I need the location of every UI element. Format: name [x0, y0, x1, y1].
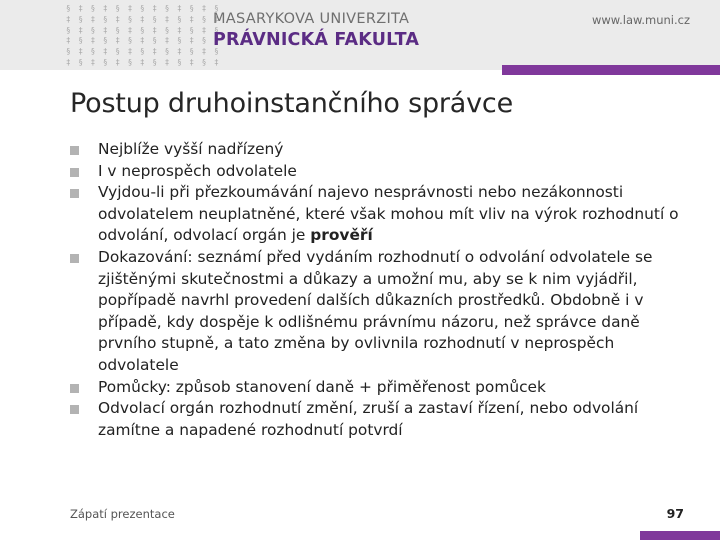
accent-bar	[502, 65, 720, 75]
bullet-item	[70, 182, 695, 247]
bullet-item	[70, 139, 695, 161]
bullet-item	[70, 377, 695, 399]
website-url: www.law.muni.cz	[591, 13, 690, 27]
bullet-square-icon	[70, 189, 79, 198]
footer-accent-bar	[640, 531, 720, 540]
bullet-square-icon	[70, 405, 79, 414]
bullet-item	[70, 161, 695, 183]
bullet-list	[70, 139, 695, 441]
page-number: 97	[666, 506, 684, 521]
faculty-name: PRÁVNICKÁ FAKULTA	[213, 30, 420, 50]
footer-text: Zápatí prezentace	[70, 507, 175, 521]
bullet-square-icon	[70, 146, 79, 155]
bullet-emphasis: prověří	[310, 226, 373, 245]
bullet-square-icon	[70, 384, 79, 393]
bullet-text: Odvolací orgán rozhodnutí změní, zruší a zastaví řízení, nebo odvolání zamítne a napadené rozhodnutí potvrdí	[98, 399, 639, 439]
bullet-text: Vyjdou-li při přezkoumávání najevo nesprávnosti nebo nezákonnosti odvolatelem neuplatněné, které však mohou mít vliv na výrok rozhodnutí o odvolání, odvolací orgán je	[98, 183, 679, 245]
bullet-square-icon	[70, 254, 79, 263]
university-name: MASARYKOVA UNIVERZITA	[213, 11, 410, 27]
slide-title: Postup druhoinstančního správce	[70, 88, 513, 119]
bullet-text: I v neprospěch odvolatele	[98, 161, 297, 180]
bullet-item	[70, 398, 695, 441]
bullet-text: Pomůcky: způsob stanovení daně + přiměřenost pomůcek	[98, 377, 546, 396]
bullet-text: Nejblíže vyšší nadřízený	[98, 140, 284, 158]
university-logo-icon: § ‡ § ‡ § ‡ § ‡ § ‡ ‡ § ‡ § ‡ § ‡ § ‡ § § ‡ § ‡ § ‡ § ‡ § ‡ ‡ § ‡ § ‡ § ‡ § ‡ § § ‡ § ‡ § ‡ § ‡ § ‡ ‡ § ‡ § ‡ § ‡ § ‡ §	[66, 4, 184, 67]
bullet-item	[70, 247, 695, 377]
bullet-text: Dokazování: seznámí před vydáním rozhodnutí o odvolání odvolatele se zjištěnými skutečnostmi a důkazy a umožní mu, aby se k nim vyjádřil, popřípadě navrhl provedení dalších důkazních prostředků. Obdobně i v případě, kdy dospěje k odlišnému právnímu názoru, než správce daně prvního stupně, a tato změna by ovlivnila rozhodnutí v neprospěch odvolatele	[98, 247, 653, 374]
bullet-square-icon	[70, 168, 79, 177]
